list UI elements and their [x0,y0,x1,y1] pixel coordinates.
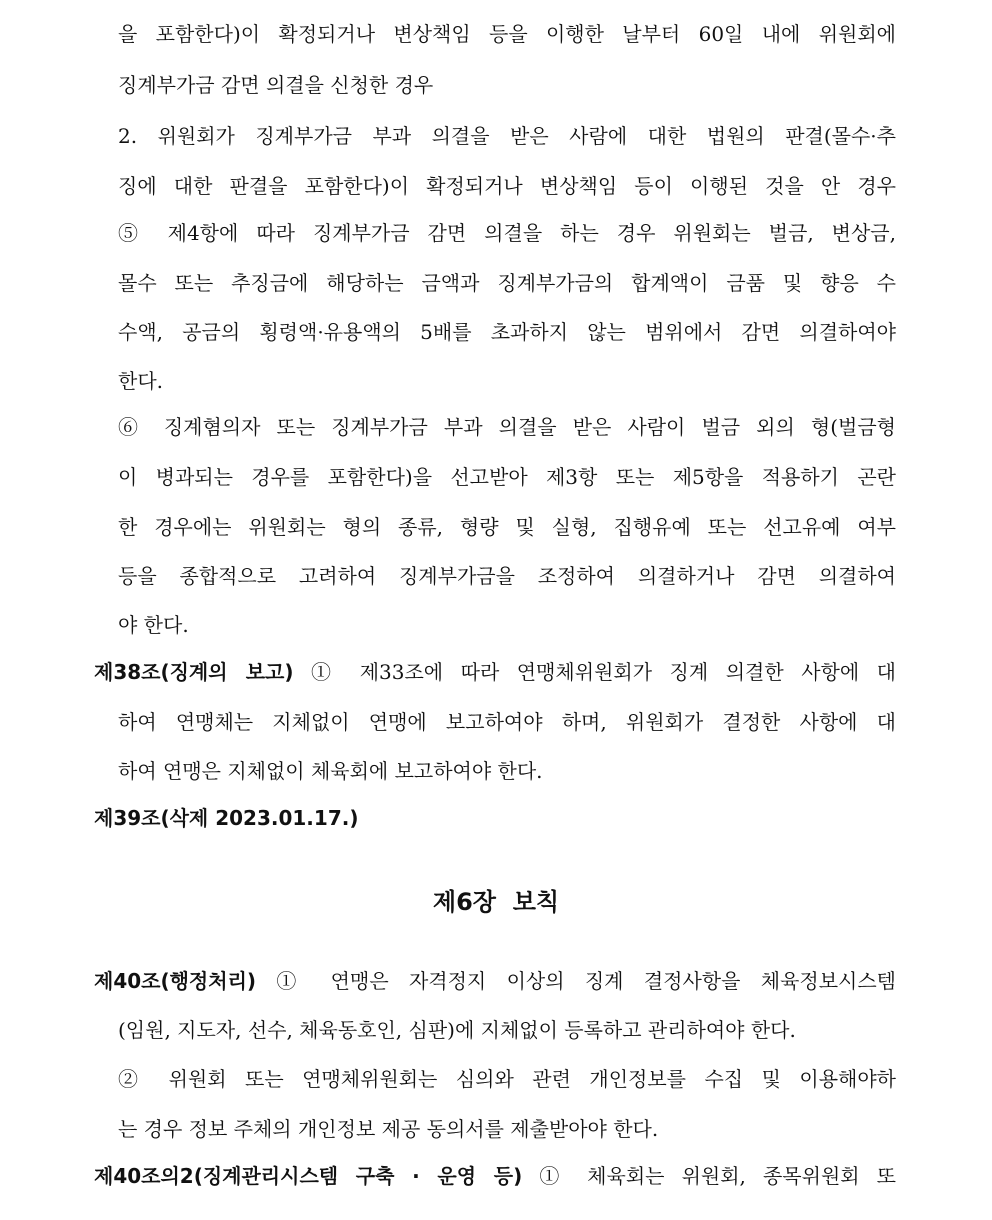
text-line: 2. 위원회가 징계부가금 부과 의결을 받은 사람에 대한 법원의 판결(몰수·추 [118,124,896,148]
text-line: ② 위원회 또는 연맹체위원회는 심의와 관련 개인정보를 수집 및 이용해야하 [118,1067,896,1091]
text-line: 한다. [118,369,163,393]
text-line: 징계부가금 감면 의결을 신청한 경우 [118,73,434,97]
text-line: 수액, 공금의 횡령액·유용액의 5배를 초과하지 않는 범위에서 감면 의결하여야 [118,320,896,344]
article-38-title: 제38조(징계의 보고) [94,660,294,684]
text-line: 는 경우 정보 주체의 개인정보 제공 동의서를 제출받아야 한다. [118,1117,659,1141]
text-line: ⑤ 제4항에 따라 징계부가금 감면 의결을 하는 경우 위원회는 벌금, 변상금, [118,221,896,245]
article-40-title: 제40조(행정처리) [94,969,257,993]
text-line: 징에 대한 판결을 포함한다)이 확정되거나 변상책임 등이 이행된 것을 안 경우 [118,174,896,198]
text-line: ⑥ 징계혐의자 또는 징계부가금 부과 의결을 받은 사람이 벌금 외의 형(벌금형 [118,415,896,439]
article-39-heading: 제39조(삭제 2023.01.17.) [94,806,359,830]
article-38-heading [94,658,896,686]
article-40-2-heading [94,1162,896,1190]
text-line: 을 포함한다)이 확정되거나 변상책임 등을 이행한 날부터 60일 내에 위원회에 [118,22,896,46]
text-line: 야 한다. [118,613,189,637]
article-40-2-text: ① 체육회는 위원회, 종목위원회 또 [522,1164,896,1188]
chapter-heading: 제6장 보칙 [432,888,560,916]
text-line: 한 경우에는 위원회는 형의 종류, 형량 및 실형, 집행유예 또는 선고유예 여부 [118,515,896,539]
text-line: 하여 연맹은 지체없이 체육회에 보고하여야 한다. [118,759,543,783]
article-40-2-title: 제40조의2(징계관리시스템 구축 · 운영 등) [94,1164,523,1188]
article-38-text: ① 제33조에 따라 연맹체위원회가 징계 의결한 사항에 대 [293,660,896,684]
text-line: 등을 종합적으로 고려하여 징계부가금을 조정하여 의결하거나 감면 의결하여 [118,564,896,588]
text-line: 몰수 또는 추징금에 해당하는 금액과 징계부가금의 합계액이 금품 및 향응 수 [118,271,896,295]
text-line: 이 병과되는 경우를 포함한다)을 선고받아 제3항 또는 제5항을 적용하기 곤란 [118,465,896,489]
article-40-text: ① 연맹은 자격정지 이상의 징계 결정사항을 체육정보시스템 [256,969,896,993]
text-line: 하여 연맹체는 지체없이 연맹에 보고하여야 하며, 위원회가 결정한 사항에 대 [118,710,896,734]
text-line: (임원, 지도자, 선수, 체육동호인, 심판)에 지체없이 등록하고 관리하여야 한다. [118,1018,796,1042]
article-40-heading [94,967,896,995]
